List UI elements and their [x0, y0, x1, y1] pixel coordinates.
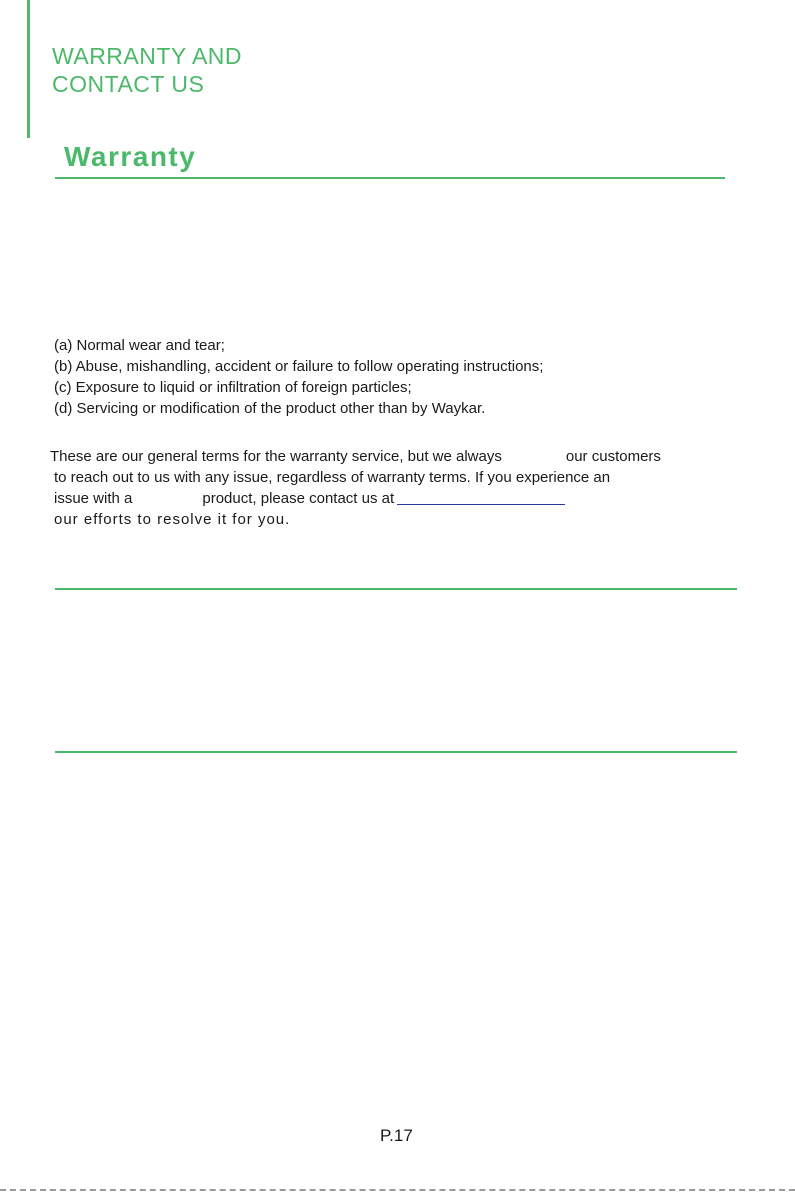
exclusion-item: (c) Exposure to liquid or infiltration of foreign particles;: [54, 379, 412, 396]
paragraph-line-3-mid: product, please contact us at: [202, 490, 395, 507]
paragraph-line-3: [50, 488, 750, 509]
page-header-title: [52, 42, 242, 98]
header-title-line-2: CONTACT US: [52, 71, 205, 97]
warranty-terms-paragraph: [50, 446, 750, 530]
section-divider-2: [55, 588, 737, 590]
warranty-section-title: Warranty: [64, 141, 197, 172]
section-divider-3: [55, 751, 737, 753]
header-accent-bar: [27, 0, 30, 138]
exclusion-item: (d) Servicing or modification of the product other than by Waykar.: [54, 400, 486, 417]
header-title-line-1: WARRANTY AND: [52, 43, 243, 69]
paragraph-line-1: [50, 446, 750, 467]
page-bottom-dashed-border: [0, 1189, 795, 1191]
contact-email-link[interactable]: [397, 489, 565, 505]
page-number: P.17: [380, 1126, 413, 1145]
paragraph-line-2: to reach out to us with any issue, regardless of warranty terms. If you experience an: [54, 469, 611, 486]
exclusion-item: (b) Abuse, mishandling, accident or failure to follow operating instructions;: [54, 358, 544, 375]
paragraph-line-4: our efforts to resolve it for you.: [54, 511, 291, 528]
paragraph-line-1-start: These are our general terms for the warranty service, but we always: [50, 448, 502, 465]
section-divider-1: [55, 177, 725, 179]
exclusion-item: (a) Normal wear and tear;: [54, 337, 225, 354]
paragraph-line-1-end: our customers: [565, 448, 661, 465]
warranty-exclusions-list: [54, 335, 543, 419]
paragraph-line-3-start: issue with a: [54, 490, 133, 507]
